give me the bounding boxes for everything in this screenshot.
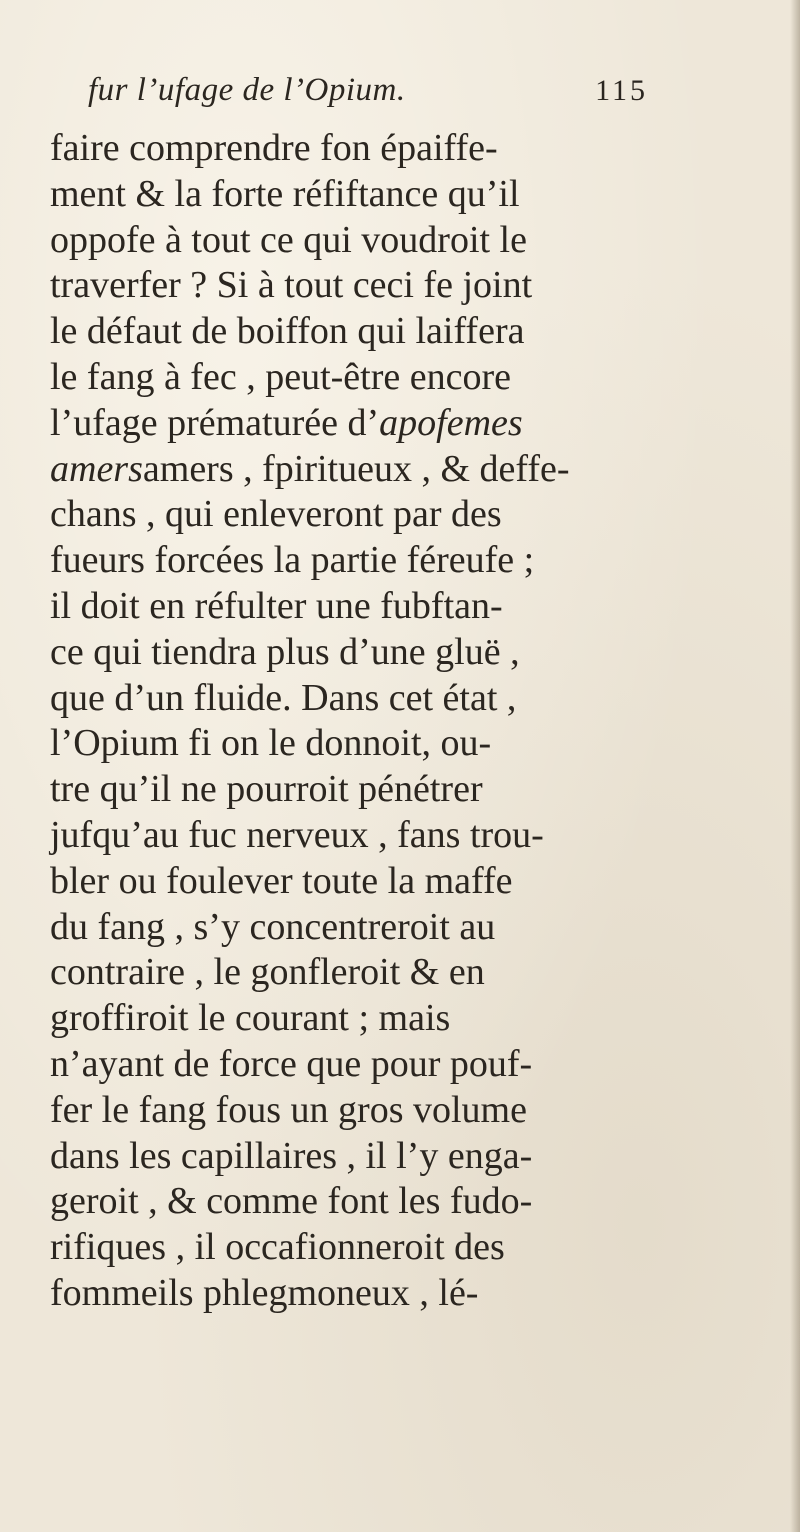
text-line: le défaut de boiffon qui laiffera	[50, 310, 525, 353]
text-line: ment & la forte réfiftance qu’il	[50, 172, 520, 215]
body-text	[50, 126, 770, 1317]
text-line-rest: amers , fpiritueux , & deffe-	[142, 447, 570, 490]
text-line: dans les capillaires , il l’y enga-	[50, 1134, 533, 1177]
text-line: contraire , le gonfleroit & en	[50, 951, 485, 994]
text-line: faire comprendre fon épaiffe-	[50, 127, 498, 169]
text-line: jufqu’au fuc nerveux , fans trou-	[50, 813, 544, 856]
text-line: l’Opium fi on le donnoit, ou-	[50, 722, 492, 765]
text-line: il doit en réfulter une fubftan-	[50, 584, 503, 627]
text-line: tre qu’il ne pourroit pénétrer	[50, 768, 483, 811]
text-line: chans , qui enleveront par des	[50, 493, 502, 536]
italic-term: apofemes	[379, 401, 523, 444]
text-line: fer le fang fous un gros volume	[50, 1088, 527, 1131]
text-line: oppofe à tout ce qui voudroit le	[50, 218, 527, 261]
page-header	[88, 72, 648, 118]
text-line-start: l’ufage prématurée d’	[50, 401, 380, 444]
text-line: groffiroit le courant ; mais	[50, 997, 451, 1040]
page-number: 115	[595, 74, 648, 107]
italic-term: amers	[50, 447, 143, 490]
text-line: geroit , & comme font les fudo-	[50, 1180, 533, 1223]
text-line: bler ou foulever toute la maffe	[50, 859, 513, 902]
running-head: fur l’ufage de l’Opium.	[88, 72, 406, 108]
text-line: le fang à fec , peut-être encore	[50, 355, 511, 398]
text-line: du fang , s’y concentreroit au	[50, 905, 496, 948]
text-line: traverfer ? Si à tout ceci fe joint	[50, 264, 533, 307]
text-line: rifiques , il occafionneroit des	[50, 1226, 505, 1269]
text-line: ce qui tiendra plus d’une gluë ,	[50, 630, 520, 673]
text-line: n’ayant de force que pour pouf-	[50, 1042, 533, 1085]
text-line: que d’un fluide. Dans cet état ,	[50, 676, 517, 719]
text-line: fueurs forcées la partie féreufe ;	[50, 539, 535, 582]
page-edge-shadow	[790, 0, 800, 1532]
text-line	[50, 447, 770, 493]
text-line: fommeils phlegmoneux , lé-	[50, 1271, 479, 1314]
text-line	[50, 401, 770, 447]
